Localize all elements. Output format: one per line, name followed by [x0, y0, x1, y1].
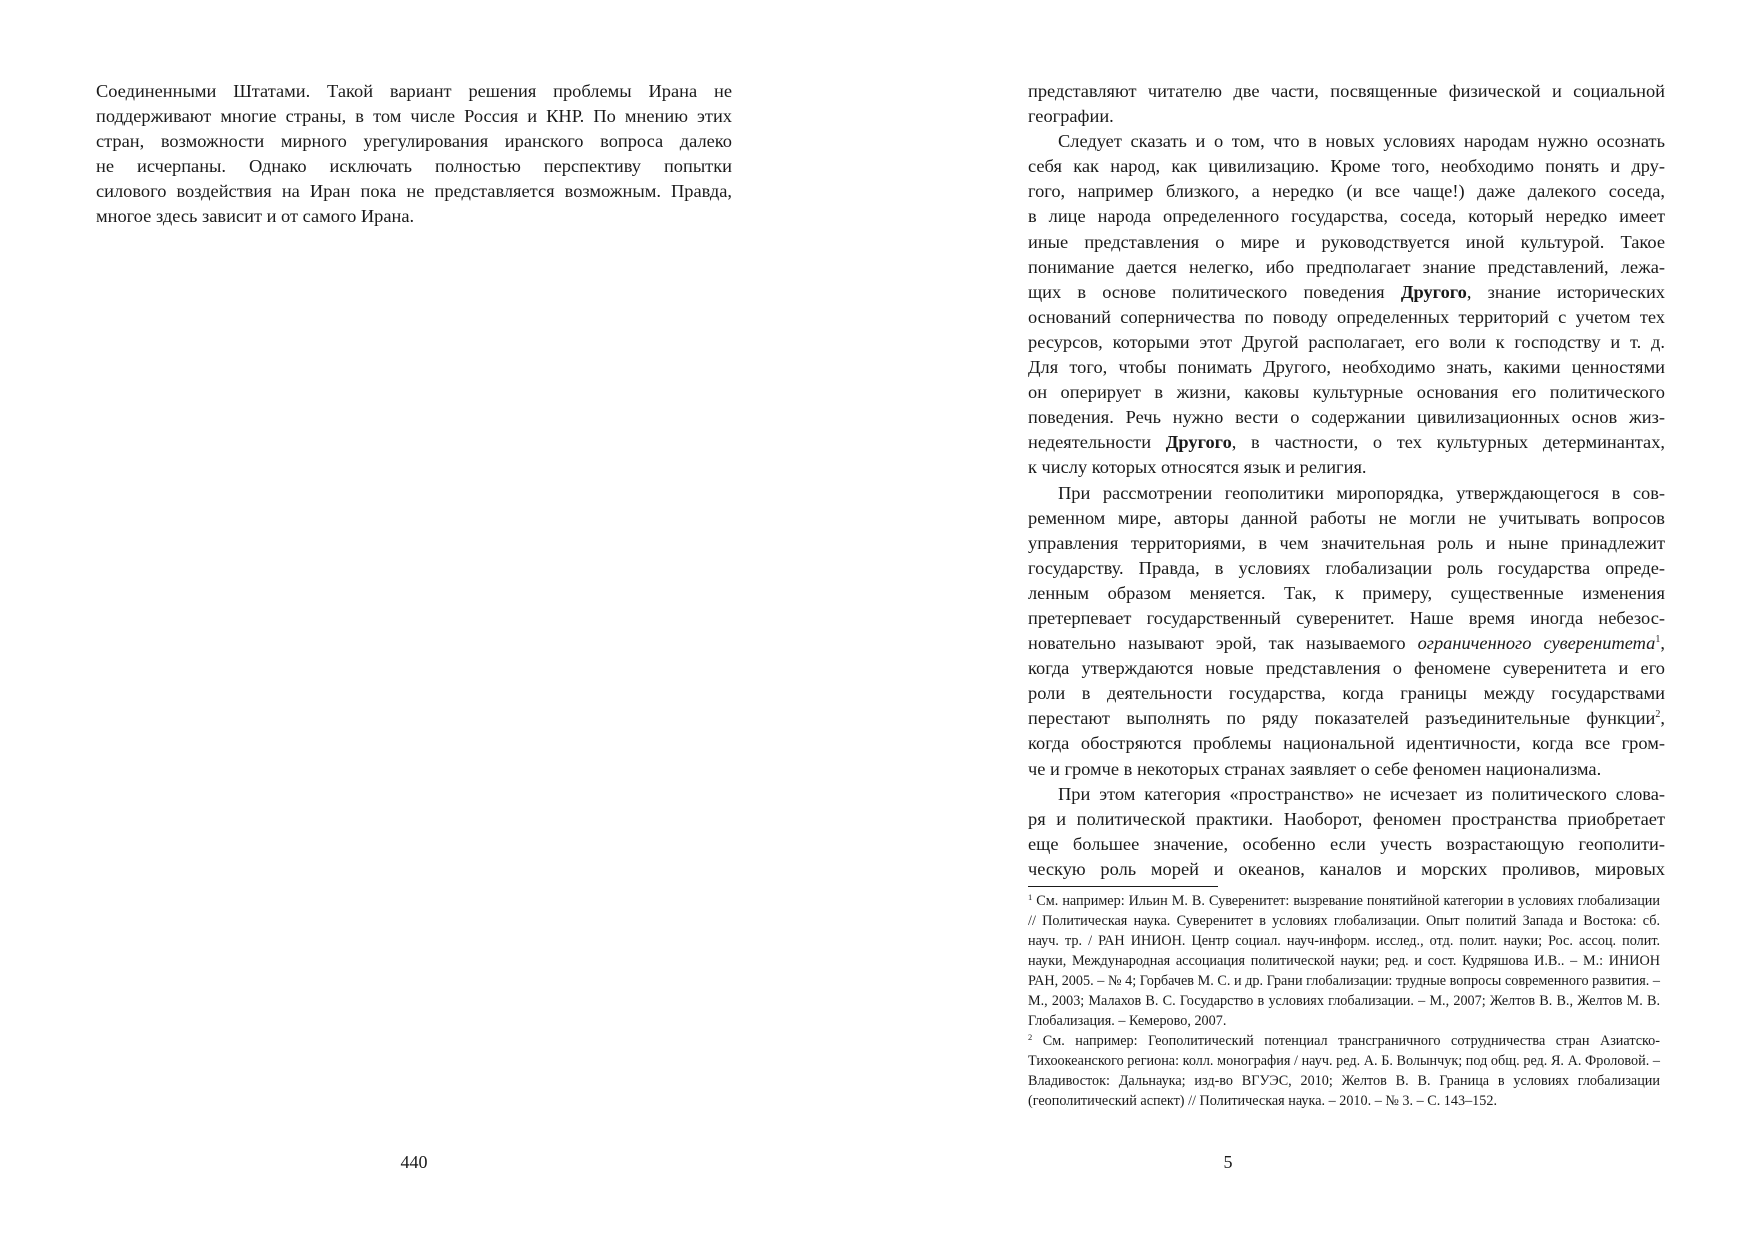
- text-line: гого, например близкого, а нередко (и все чаще!) даже далекого соседа,: [1028, 181, 1665, 202]
- text-line: когда обостряются проблемы национальной идентичности, когда все гром-: [1028, 733, 1665, 754]
- text-line: не исчерпаны. Однако исключать полностью перспективу попытки: [96, 156, 732, 177]
- page-number-right: 5: [1223, 1152, 1233, 1172]
- text-line: управления территориями, в чем значительная роль и ныне принадлежит: [1028, 532, 1665, 553]
- page-number-left: 440: [400, 1152, 428, 1172]
- text-line: [1028, 430, 1665, 455]
- paragraph-2: [1028, 129, 1665, 480]
- text-line: ременном мире, авторы данной работы не могли не учитывать вопросов: [1028, 507, 1665, 528]
- text-run: недеятельности: [1028, 432, 1166, 453]
- footnote-marker: 2: [1028, 1032, 1033, 1042]
- text-line: понимание дается нелегко, ибо предполагает знание представлений, лежа-: [1028, 256, 1665, 277]
- right-page: [874, 0, 1749, 1241]
- footnotes: [1028, 891, 1660, 1111]
- text-line: когда утверждаются новые представления о феномене суверенитета и его: [1028, 658, 1665, 679]
- footnote-marker: 1: [1028, 892, 1033, 902]
- right-page-text: [1028, 79, 1665, 882]
- text-line: ленным образом меняется. Так, к примеру, существенные изменения: [1028, 582, 1665, 603]
- text-line: ресурсов, которыми этот Другой располагает, его воли к господству и т. д.: [1028, 331, 1665, 352]
- text-line: ческую роль морей и океанов, каналов и морских проливов, мировых: [1028, 858, 1665, 879]
- footnote-text: См. например: Геополитический потенциал трансграничного сотрудничества стран Азиатско-Тихоокеанского региона: колл. монография / науч. ред. А. Б. Волынчук; под общ. ред. Я. А. Фроловой. – Владивосток: Дальнаука; изд-во ВГУЭС, 2010; Желтов В. В. Граница в условиях глобализации (геополитический аспект) // Политическая наука. – 2010. – № 3. – С. 143–152.: [1028, 1033, 1660, 1109]
- text-run: , знание исторических: [1466, 281, 1665, 302]
- text-line: [1028, 706, 1665, 731]
- paragraph-4: [1028, 782, 1665, 882]
- footnote-1: [1028, 891, 1660, 1031]
- text-run: , в частности, о тех культурных детерминантах,: [1231, 432, 1665, 453]
- text-line: к числу которых относятся язык и религия.: [1028, 457, 1367, 478]
- text-line: претерпевает государственный суверенитет. Наше время иногда небезос-: [1028, 607, 1665, 628]
- text-line: [1028, 280, 1665, 305]
- text-line: еще большее значение, особенно если учесть возрастающую геополити-: [1028, 833, 1665, 854]
- text-line: че и громче в некоторых странах заявляет о себе феномен национализма.: [1028, 758, 1602, 779]
- text-line: [1028, 631, 1665, 656]
- text-line: При этом категория «пространство» не исчезает из политического слова-: [1058, 783, 1665, 804]
- text-line: в лице народа определенного государства, соседа, который нередко имеет: [1028, 206, 1665, 227]
- text-run: щих в основе политического поведения: [1028, 281, 1401, 302]
- text-line: географии.: [1028, 106, 1114, 127]
- paragraph-1: [1028, 79, 1665, 129]
- text-line: государству. Правда, в условиях глобализации роль государства опреде-: [1028, 557, 1665, 578]
- footnote-text: См. например: Ильин М. В. Суверенитет: вызревание понятийной категории в условиях глобализации // Политическая наука. Суверенитет в условиях глобализации. Опыт политий Запада и Востока: сб. науч. тр. / РАН ИНИОН. Центр социал. науч-информ. исслед., отд. полит. науки; Рос. ассоц. полит. науки, Международная ассоциация политической науки; ред. и сост. Кудряшова И.В.. – М.: ИНИОН РАН, 2005. – № 4; Горбачев М. С. и др. Грани глобализации: трудные вопросы современного развития. – М., 2003; Малахов В. С. Государство в условиях глобализации. – М., 2007; Желтов В. В., Желтов М. В. Глобализация. – Кемерово, 2007.: [1028, 893, 1660, 1029]
- text-line: При рассмотрении геополитики миропорядка, утверждающегося в сов-: [1058, 482, 1665, 503]
- text-run: ,: [1660, 708, 1665, 729]
- text-line: поддерживают многие страны, в том числе Россия и КНР. По мнению этих: [96, 106, 732, 127]
- text-line: силового воздействия на Иран пока не представляется возможным. Правда,: [96, 181, 732, 202]
- text-line: оснований соперничества по поводу определенных территорий с учетом тех: [1028, 306, 1665, 327]
- left-page-text: [96, 79, 732, 230]
- text-line: многое здесь зависит и от самого Ирана.: [96, 206, 415, 227]
- footnote-ref-1[interactable]: 1: [1655, 634, 1661, 646]
- emphasis-limited-sovereignty: ограниченного суверенитета: [1417, 633, 1656, 654]
- text-line: иные представления о мире и руководствуется иной культурой. Такое: [1028, 231, 1665, 252]
- text-line: роли в деятельности государства, когда границы между государствами: [1028, 683, 1665, 704]
- footnote-2: [1028, 1031, 1660, 1111]
- text-line: стран, возможности мирного урегулирования иранского вопроса далеко: [96, 131, 732, 152]
- text-line: себя как народ, как цивилизацию. Кроме того, необходимо понять и дру-: [1028, 156, 1665, 177]
- text-line: представляют читателю две части, посвященные физической и социальной: [1028, 81, 1665, 101]
- paragraph-3: [1028, 481, 1665, 782]
- text-line: поведения. Речь нужно вести о содержании цивилизационных основ жиз-: [1028, 407, 1665, 428]
- text-line: Следует сказать и о том, что в новых условиях народам нужно осознать: [1058, 131, 1665, 152]
- footnote-ref-2[interactable]: 2: [1655, 709, 1661, 721]
- emphasis-other: Другого: [1165, 432, 1232, 453]
- text-line: ря и политической практики. Наоборот, феномен пространства приобретает: [1028, 808, 1665, 829]
- left-page: [0, 0, 874, 1241]
- text-line: он оперирует в жизни, каковы культурные основания его политического: [1028, 382, 1665, 403]
- text-run: ,: [1660, 633, 1665, 654]
- text-line: Соединенными Штатами. Такой вариант решения проблемы Ирана не: [96, 81, 732, 101]
- text-run: новательно называют эрой, так называемого: [1028, 633, 1418, 654]
- footnote-divider: [1028, 886, 1218, 887]
- emphasis-other: Другого: [1400, 281, 1467, 302]
- text-run: перестают выполнять по ряду показателей разъединительные функции: [1028, 708, 1656, 729]
- text-line: Для того, чтобы понимать Другого, необходимо знать, какими ценностями: [1028, 357, 1665, 378]
